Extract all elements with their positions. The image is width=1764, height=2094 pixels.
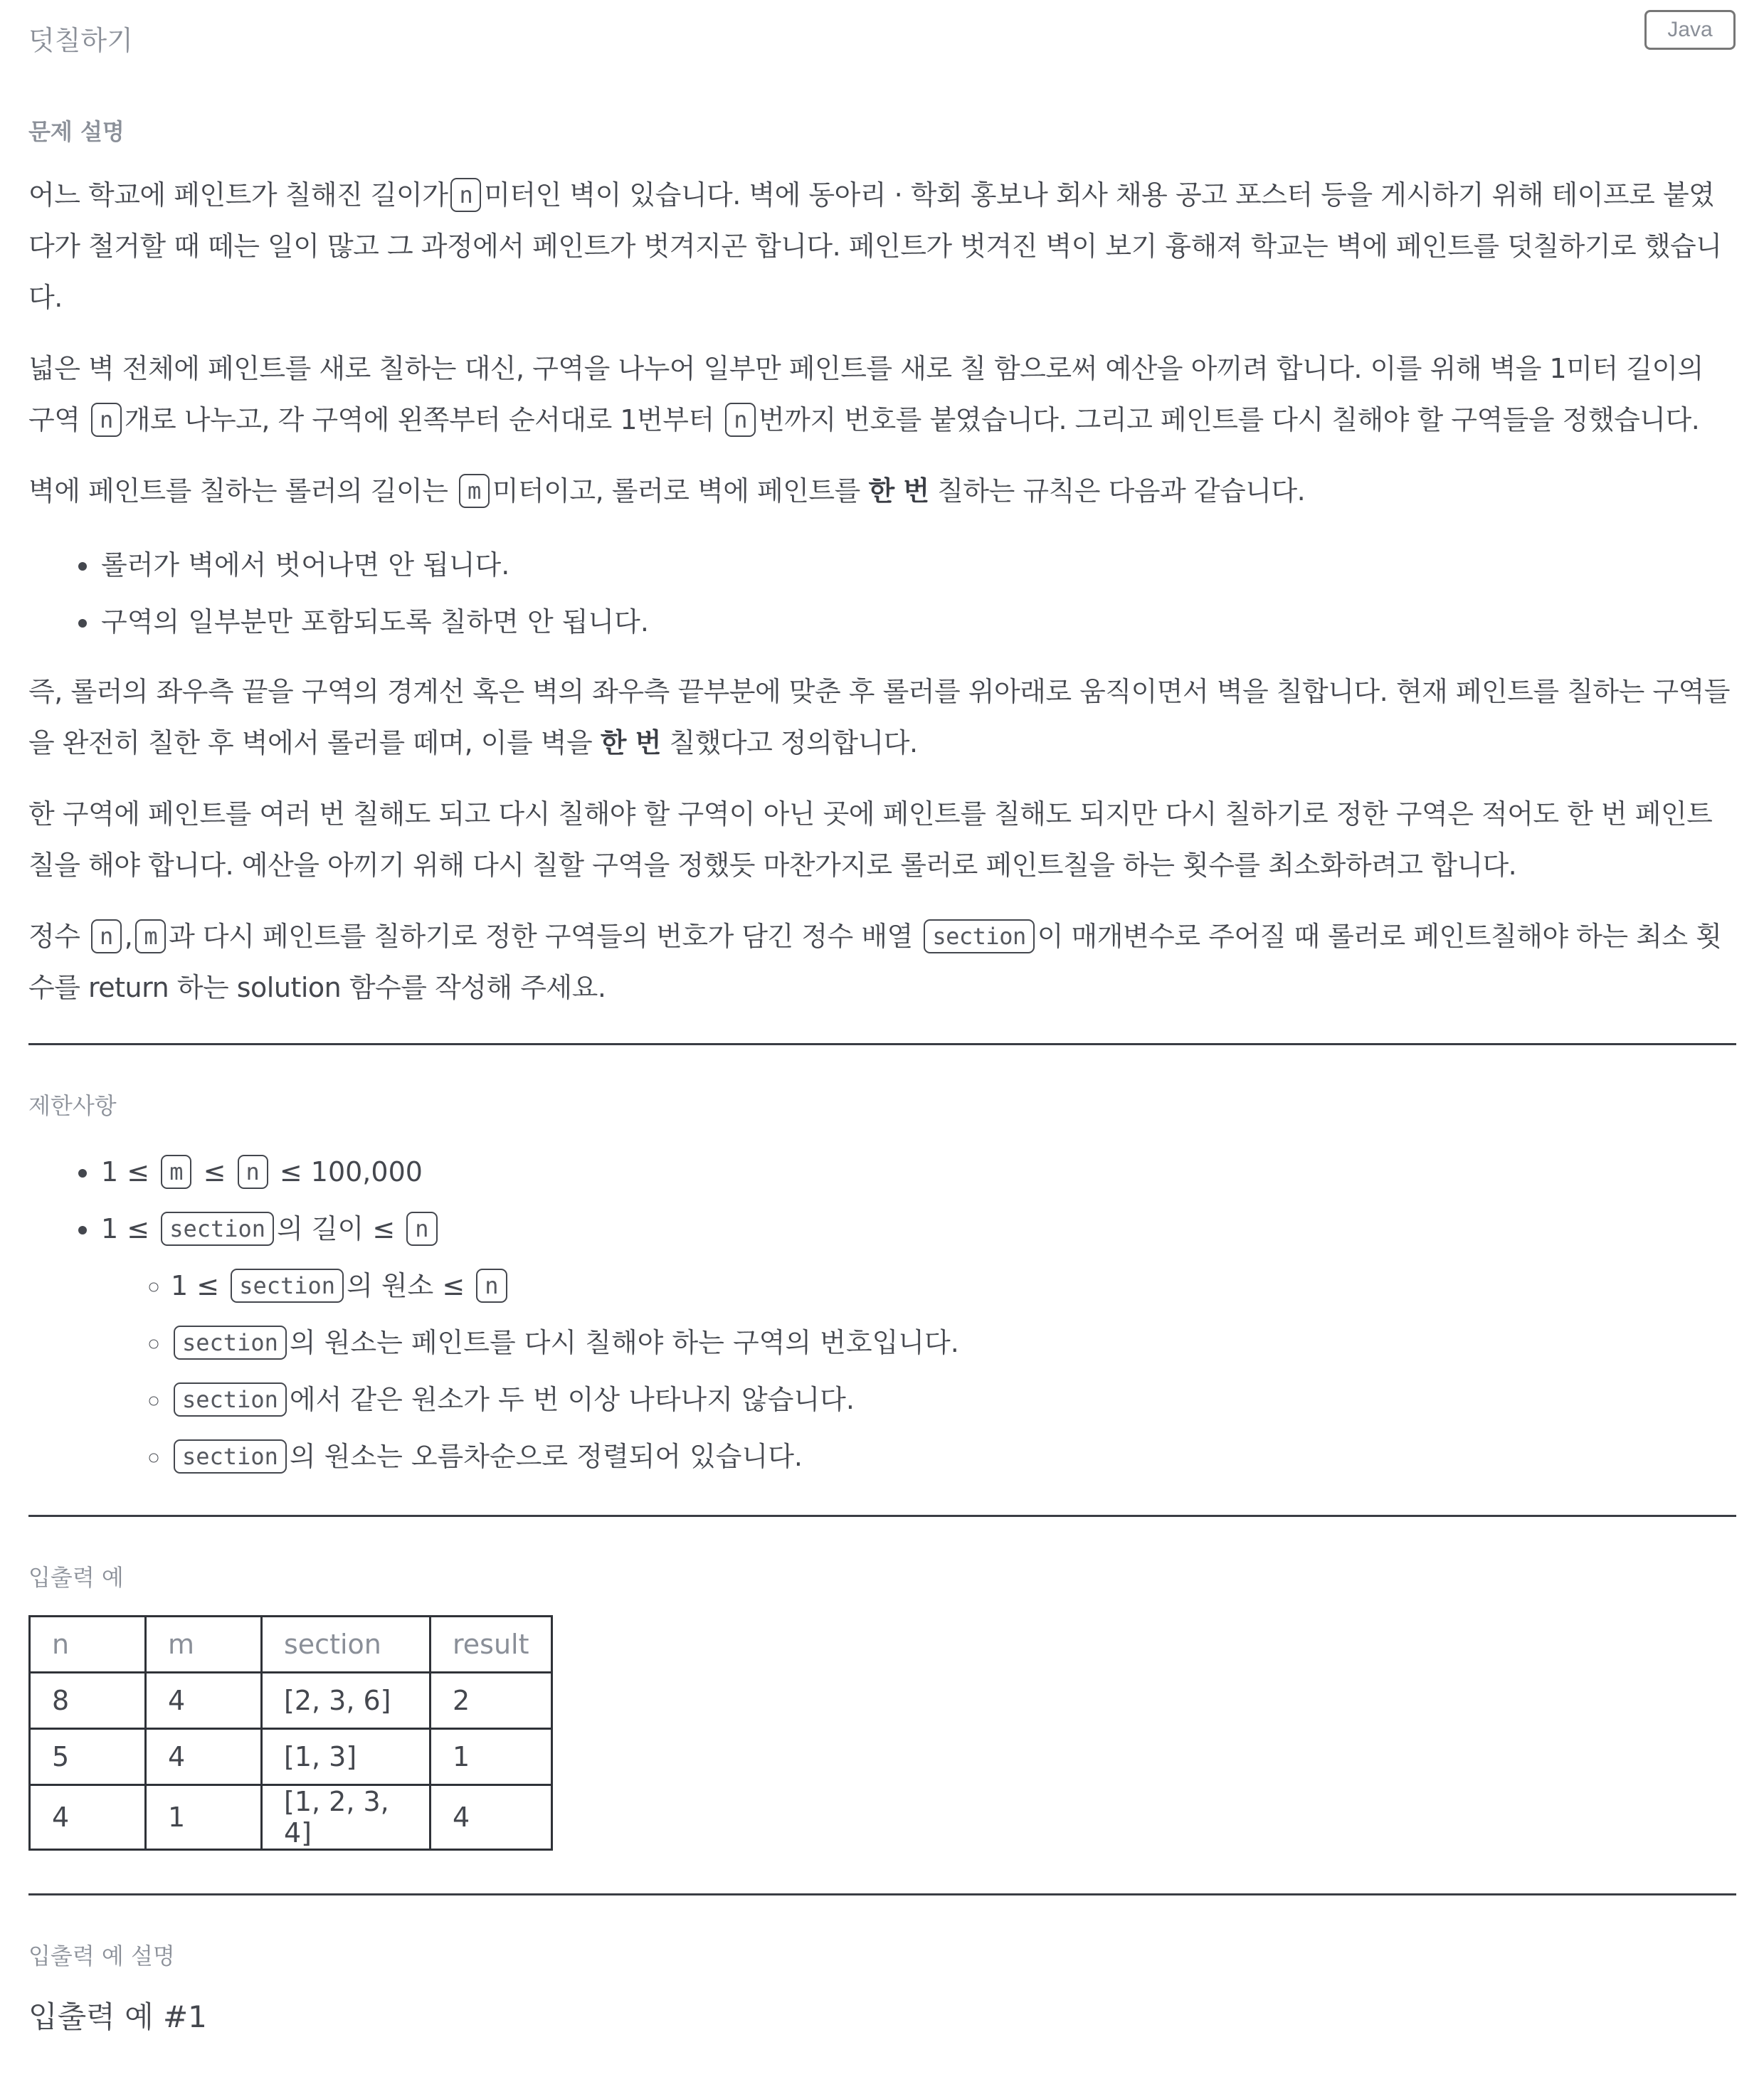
column-header-n: n xyxy=(30,1617,146,1673)
table-cell: 8 xyxy=(30,1673,146,1729)
inline-code: n xyxy=(238,1155,268,1189)
inline-code: m xyxy=(459,474,490,508)
description-heading: 문제 설명 xyxy=(28,118,125,145)
inline-code: n xyxy=(91,919,122,953)
table-row xyxy=(30,1729,552,1785)
inline-code: m xyxy=(135,919,166,953)
problem-content xyxy=(28,114,1736,2036)
list-item: ◦ section 의 원소는 페인트를 다시 칠해야 하는 구역의 번호입니다. xyxy=(171,1314,1736,1371)
language-badge[interactable]: Java xyxy=(1644,10,1736,50)
inline-code: n xyxy=(450,178,481,212)
description-paragraph-3: 벽에 페인트를 칠하는 롤러의 길이는 m 미터이고, 롤러로 벽에 페인트를 한 번 칠하는 규칙은 다음과 같습니다. xyxy=(28,475,1306,507)
constraints-list xyxy=(28,1143,1736,1485)
rules-list xyxy=(28,536,1736,650)
list-item: ◦ section 에서 같은 원소가 두 번 이상 나타나지 않습니다. xyxy=(171,1371,1736,1428)
list-item: • 구역의 일부분만 포함되도록 칠하면 안 됩니다. xyxy=(100,593,1736,650)
table-cell: 1 xyxy=(146,1785,262,1850)
inline-code: section xyxy=(924,919,1034,953)
list-item: ◦ 1 ≤ section 의 원소 ≤ n xyxy=(171,1257,1736,1314)
example-1-title: 입출력 예 #1 xyxy=(28,1999,207,2034)
table-row xyxy=(30,1673,552,1729)
inline-code: section xyxy=(174,1439,287,1474)
table-cell: 4 xyxy=(431,1785,552,1850)
description-paragraph-6: 정수 n , m 과 다시 페인트를 칠하기로 정한 구역들의 번호가 담긴 정수 배열 section 이 매개변수로 주어질 때 롤러로 페인트칠해야 하는 최소 횟수를 return 하는 solution 함수를 작성해 주세요. xyxy=(28,921,1722,1003)
constraints-heading: 제한사항 xyxy=(28,1092,117,1119)
inline-code: section xyxy=(174,1326,287,1360)
list-item: • 1 ≤ m ≤ n ≤ 100,000 xyxy=(100,1143,1736,1200)
column-header-section: section xyxy=(262,1617,431,1673)
list-item: • 1 ≤ section 의 길이 ≤ n ◦ 1 ≤ section 의 원소 ≤ n ◦ section 의 원소는 페인트를 다시 칠해야 하는 구역의 번호입니다. ◦ section 에서 같은 원소가 두 번 이상 나타나지 않습니다. ◦ section 의 원소는 오름차순으로 정렬되어 있습니다. xyxy=(100,1200,1736,1485)
inline-code: n xyxy=(406,1212,437,1246)
table-cell: 4 xyxy=(146,1729,262,1785)
table-row xyxy=(30,1785,552,1850)
table-header-row xyxy=(30,1617,552,1673)
inline-code: n xyxy=(476,1269,507,1303)
inline-code: n xyxy=(725,403,756,437)
explanation-heading: 입출력 예 설명 xyxy=(28,1942,175,1969)
table-cell: 4 xyxy=(30,1785,146,1850)
inline-code: section xyxy=(231,1269,344,1303)
table-cell: [1, 2, 3, 4] xyxy=(262,1785,431,1850)
table-cell: 1 xyxy=(431,1729,552,1785)
section-divider xyxy=(28,1515,1736,1517)
examples-heading: 입출력 예 xyxy=(28,1564,124,1591)
constraints-sublist xyxy=(101,1257,1736,1485)
section-divider xyxy=(28,1043,1736,1045)
table-cell: [1, 3] xyxy=(262,1729,431,1785)
table-cell: 2 xyxy=(431,1673,552,1729)
table-cell: 4 xyxy=(146,1673,262,1729)
description-paragraph-1: 어느 학교에 페인트가 칠해진 길이가 n 미터인 벽이 있습니다. 벽에 동아리 · 학회 홍보나 회사 채용 공고 포스터 등을 게시하기 위해 테이프로 붙였다가 철거할 때 떼는 일이 많고 그 과정에서 페인트가 벗겨지곤 합니다. 페인트가 벗겨진 벽이 보기 흉해져 학교는 벽에 페인트를 덧칠하기로 했습니다. xyxy=(28,179,1722,313)
inline-code: section xyxy=(174,1382,287,1417)
section-divider xyxy=(28,1893,1736,1895)
bold-text: 한 번 xyxy=(868,475,929,507)
description-paragraph-2: 넓은 벽 전체에 페인트를 새로 칠하는 대신, 구역을 나누어 일부만 페인트를 새로 칠 함으로써 예산을 아끼려 합니다. 이를 위해 벽을 1미터 길이의 구역 n 개로 나누고, 각 구역에 왼쪽부터 순서대로 1번부터 n 번까지 번호를 붙였습니다. 그리고 페인트를 다시 칠해야 할 구역들을 정했습니다. xyxy=(28,353,1704,435)
table-cell: [2, 3, 6] xyxy=(262,1673,431,1729)
inline-code: n xyxy=(91,403,122,437)
description-paragraph-5: 한 구역에 페인트를 여러 번 칠해도 되고 다시 칠해야 할 구역이 아닌 곳에 페인트를 칠해도 되지만 다시 칠하기로 정한 구역은 적어도 한 번 페인트칠을 해야 합니다. 예산을 아끼기 위해 다시 칠할 구역을 정했듯 마찬가지로 롤러로 페인트칠을 하는 횟수를 최소화하려고 합니다. xyxy=(28,798,1713,881)
list-item: ◦ section 의 원소는 오름차순으로 정렬되어 있습니다. xyxy=(171,1428,1736,1485)
inline-code: section xyxy=(161,1212,274,1246)
description-paragraph-4: 즉, 롤러의 좌우측 끝을 구역의 경계선 혹은 벽의 좌우측 끝부분에 맞춘 후 롤러를 위아래로 움직이면서 벽을 칠합니다. 현재 페인트를 칠하는 구역들을 완전히 칠한 후 벽에서 롤러를 떼며, 이를 벽을 한 번 칠했다고 정의합니다. xyxy=(28,676,1731,758)
table-cell: 5 xyxy=(30,1729,146,1785)
page-title: 덧칠하기 xyxy=(28,25,133,56)
examples-table xyxy=(28,1615,553,1851)
column-header-result: result xyxy=(431,1617,552,1673)
bold-text: 한 번 xyxy=(600,727,661,758)
inline-code: m xyxy=(161,1155,191,1189)
column-header-m: m xyxy=(146,1617,262,1673)
list-item: • 롤러가 벽에서 벗어나면 안 됩니다. xyxy=(100,536,1736,593)
